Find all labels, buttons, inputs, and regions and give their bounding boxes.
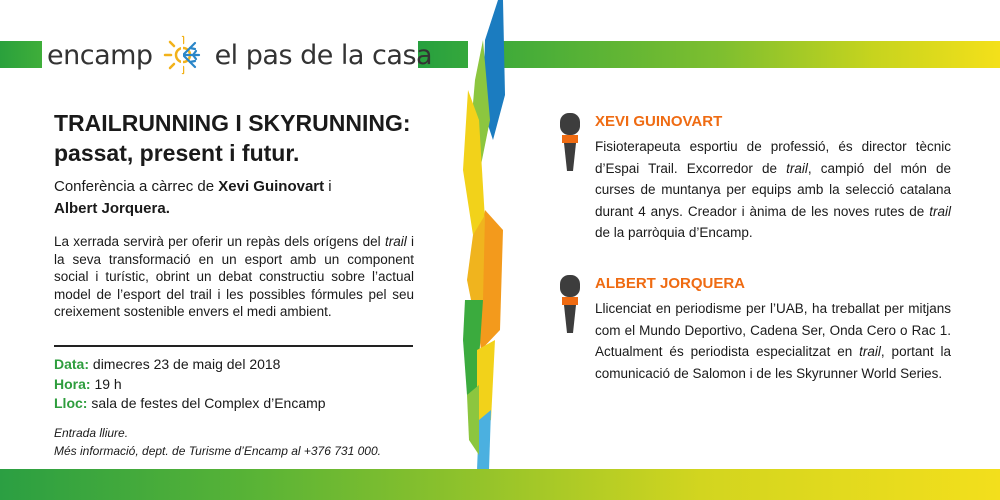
info-date <box>54 355 326 375</box>
note-info: Més informació, dept. de Turisme d’Encamp al +376 731 000. <box>54 444 381 458</box>
note-entry: Entrada lliure. <box>54 426 129 440</box>
info-place <box>54 394 326 414</box>
place-label: Lloc: <box>54 395 88 411</box>
mountain-ribbon-art <box>455 0 515 470</box>
event-title-line1: TRAILRUNNING I SKYRUNNING: <box>54 110 411 136</box>
microphone-icon <box>558 275 582 345</box>
bio-part: de la parròquia d’Encamp. <box>595 225 753 240</box>
bio-part: Fisioterapeuta esportiu de professió, és director tècnic d’Espai Trail. Excorredor de <box>595 139 951 176</box>
speaker-bio <box>595 136 951 244</box>
subtitle-speaker1: Xevi Guinovart <box>218 178 325 195</box>
date-value: dimecres 23 de maig del 2018 <box>89 356 281 372</box>
logo <box>47 33 432 77</box>
sun-snowflake-icon <box>161 33 205 77</box>
time-value: 19 h <box>90 375 122 392</box>
event-title-line2: passat, present i futur. <box>54 140 300 166</box>
subtitle-prefix: Conferència a càrrec de <box>54 178 219 195</box>
header-bar-right <box>497 41 1000 68</box>
logo-word-encamp: encamp <box>47 39 153 71</box>
bio-italic: trail <box>786 160 808 176</box>
footer-bar <box>0 469 1000 500</box>
subtitle-speaker2: Albert Jorquera. <box>54 200 170 217</box>
date-label: Data: <box>54 356 90 372</box>
event-notes <box>54 424 381 460</box>
speaker-name: ALBERT JORQUERA <box>595 275 746 292</box>
microphone-icon <box>558 113 582 183</box>
time-label: Hora: <box>54 375 91 392</box>
event-info <box>54 355 326 414</box>
speaker-name: XEVI GUINOVART <box>595 113 723 130</box>
event-title <box>54 108 411 168</box>
bio-part: Llicenciat en periodisme per l’UAB, ha treballat per mitjans com el Mundo Deportivo, Cadena Ser, Onda Cero o Rac 1. Actualment és periodista especialitzat en <box>595 301 951 359</box>
info-time <box>54 375 326 395</box>
event-description <box>54 233 414 321</box>
bio-part: , campió del món de curses de muntanya per equips amb la selecció catalana durant 4 anys. Creador i ànima de les noves rutes de <box>595 160 951 219</box>
logo-word-el-pas-de-la-casa: el pas de la casa <box>214 39 433 71</box>
header-bar-left <box>0 41 42 68</box>
bio-italic: trail <box>929 203 951 219</box>
event-subtitle <box>54 176 414 220</box>
bio-part: , portant la comunicació de Salomon i de les Skyrunner World Series. <box>595 344 951 381</box>
subtitle-join: i <box>324 178 332 195</box>
place-value: sala de festes del Complex d’Encamp <box>87 395 326 411</box>
bio-italic: trail <box>859 344 881 359</box>
description-italic: trail <box>384 234 407 249</box>
speaker-bio <box>595 298 951 384</box>
description-part2: i la seva transformació en un esport amb un component social i turístic, obrint un debat constructiu sobre l’actual model de l’esport del trail i les possibles fórmules pel seu creixement sostenible envers el medi ambient. <box>54 234 414 319</box>
divider <box>54 345 413 347</box>
description-part1: La xerrada servirà per oferir un repàs dels orígens del <box>54 234 385 249</box>
